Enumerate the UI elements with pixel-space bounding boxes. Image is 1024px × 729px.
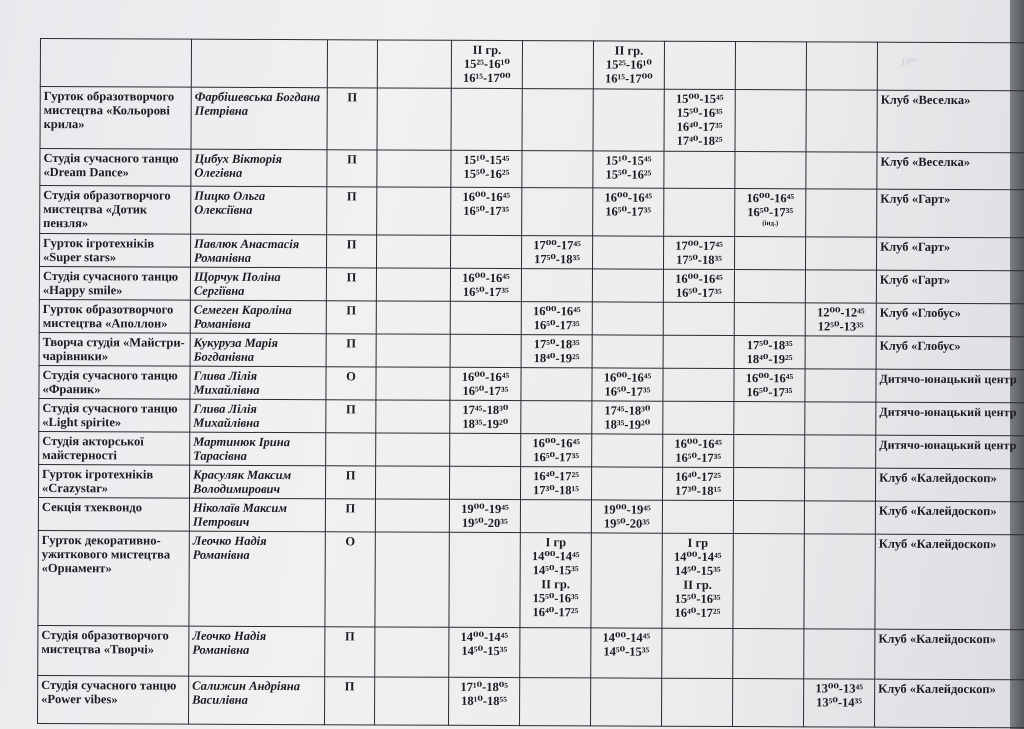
table-row: [39, 365, 1024, 402]
time-line: 17⁵⁰-18³⁵: [533, 337, 580, 352]
schedule-slot-cell: [449, 627, 520, 677]
time-line: 18³⁵-19²⁰: [604, 417, 651, 432]
time-line: II гр.: [614, 43, 644, 58]
schedule-slot-cell: [806, 90, 877, 152]
table-row: [39, 267, 1024, 304]
time-line: 16⁵⁰-17³⁵: [533, 450, 580, 465]
leader-cell: Красуляк Максим Володимирович: [189, 465, 325, 499]
table-row: [39, 431, 1024, 468]
schedule-slot-cell: [449, 499, 520, 532]
time-line: 16¹⁵-17⁰⁰: [604, 71, 653, 86]
schedule-slot-cell: [520, 628, 591, 678]
schedule-slot-cell: [377, 40, 451, 88]
table-row: [38, 530, 1024, 629]
schedule-slot-cell: [662, 678, 733, 726]
time-line: 15⁵⁰-16²⁵: [605, 167, 652, 182]
schedule-slot-cell: [805, 402, 876, 435]
schedule-slot-cell: [450, 268, 521, 301]
schedule-slot-cell: [521, 434, 592, 467]
schedule-slot-cell: [733, 679, 804, 727]
time-line: 16⁵⁰-17³⁵: [604, 384, 651, 399]
venue-cell: Клуб «Веселка»: [877, 90, 1024, 153]
schedule-slot-cell: [450, 400, 521, 433]
schedule-slot-cell: [664, 151, 735, 188]
schedule-slot-cell: [734, 402, 805, 435]
venue-cell: Клуб «Калейдоскоп»: [875, 468, 1024, 502]
schedule-slot-cell: [591, 500, 662, 533]
time-line: 17³⁰-18¹⁵: [675, 483, 721, 498]
schedule-slot-cell: [592, 302, 663, 335]
schedule-slot-cell: [376, 400, 450, 433]
time-line: 16⁰⁰-16⁴⁵: [603, 370, 652, 385]
time-line: 15⁵⁰-16³⁵: [676, 105, 723, 120]
time-line: 16⁴⁰-17²⁵: [532, 605, 579, 620]
time-line: 17⁵⁰-18³⁵: [746, 338, 793, 353]
schedule-slot-cell: [521, 335, 592, 368]
time-line: 16⁴⁰-17²⁵: [674, 605, 721, 620]
time-line: 17⁴⁵-18³⁰: [604, 403, 651, 418]
leader-cell: Леочко Надія Романівна: [189, 531, 325, 627]
schedule-slot-cell: [804, 629, 875, 679]
schedule-slot-cell: [804, 679, 875, 727]
group-name-cell: Гурток образотворчого мистецтва «Кольорові крила»: [40, 87, 191, 150]
table-row: [40, 87, 1024, 153]
leader-cell: Щорчук Поліна Сергіївна: [190, 267, 326, 301]
schedule-slot-cell: [522, 151, 593, 188]
group-name-cell: Творча студія «Майстри-чарівники»: [39, 332, 190, 366]
schedule-slot-cell: [734, 369, 805, 402]
group-name-cell: Студія образотворчого мистецтва «Творчі»: [38, 625, 189, 676]
schedule-slot-cell: [377, 187, 451, 235]
table-row: [39, 299, 1024, 336]
time-line: 12⁰⁰-12⁴⁵: [816, 305, 865, 320]
schedule-slot-cell: [521, 368, 592, 401]
schedule-slot-cell: [522, 188, 593, 236]
schedule-slot-cell: [805, 369, 876, 402]
group-name-cell: Студія акторської майстерності: [39, 431, 190, 465]
time-line: 16⁴⁰-17³⁵: [676, 119, 723, 134]
leader-cell: Цибух Вікторія Олегівна: [191, 149, 327, 187]
time-line: 12⁵⁰-13³⁵: [817, 319, 864, 334]
table-row: [40, 149, 1024, 190]
venue-cell: Клуб «Глобус»: [876, 336, 1024, 370]
schedule-slot-cell: [734, 336, 805, 369]
time-line: 16⁰⁰-16⁴⁵: [532, 436, 581, 451]
time-line: 16⁰⁰-16⁴⁵: [746, 191, 795, 206]
time-line: 16⁴⁰-17²⁵: [675, 469, 722, 484]
time-line: 16⁵⁰-17³⁵: [462, 383, 509, 399]
schedule-slot-cell: [450, 433, 521, 466]
time-line: 15⁵⁰-16³⁵: [532, 591, 579, 606]
time-line: 16⁵⁰-17³⁵: [675, 285, 722, 300]
table-row: [38, 625, 1024, 679]
schedule-slot-cell: [805, 270, 876, 303]
leader-cell: Павлюк Анастасія Романівна: [191, 234, 327, 268]
time-line: 19⁰⁰-19⁴⁵: [603, 502, 651, 517]
time-line: 17⁰⁰-17⁴⁵: [533, 238, 581, 253]
schedule-slot-cell: [521, 401, 592, 434]
group-name-cell: Студія сучасного танцю «Power vibes»: [38, 675, 189, 724]
schedule-slot-cell: [805, 435, 876, 468]
time-line: 16⁰⁰-16⁴⁵: [675, 271, 723, 286]
schedule-slot-cell: [521, 269, 592, 302]
group-name-cell: Студія сучасного танцю «Франик»: [39, 365, 190, 399]
time-line: І гр: [545, 535, 567, 550]
time-line: 19⁵⁰-20³⁵: [603, 516, 650, 531]
schedule-slot-cell: [663, 335, 734, 368]
schedule-slot-cell: [521, 236, 592, 269]
time-line: 18³⁵-19²⁰: [462, 416, 509, 432]
time-line: 14⁵⁰-15³⁵: [461, 643, 508, 659]
schedule-slot-cell: [377, 150, 451, 187]
schedule-slot-cell: [591, 628, 662, 678]
type-cell: [327, 40, 377, 88]
group-name-cell: Студія образотворчого мистецтва «Дотик пензля»: [40, 186, 191, 235]
group-name-cell: Гурток декоративно-ужиткового мистецтва «Орнамент»: [38, 530, 189, 626]
type-cell: О: [326, 367, 376, 400]
schedule-slot-cell: [735, 189, 806, 237]
schedule-slot-cell: [375, 532, 449, 627]
schedule-slot-cell: [734, 435, 805, 468]
schedule-slot-cell: [663, 236, 734, 269]
schedule-slot-cell: [804, 468, 875, 501]
leader-cell: Кукуруза Марія Богданівна: [190, 333, 326, 367]
venue-cell: Клуб «Гарт»: [877, 189, 1024, 238]
time-line: 16⁴⁰-17²⁵: [533, 469, 580, 484]
time-line: 14⁵⁰-15³⁵: [603, 644, 650, 659]
schedule-slot-cell: [662, 500, 733, 533]
time-line: 15¹⁰-15⁴⁵: [463, 152, 510, 168]
schedule-slot-cell: [662, 467, 733, 500]
leader-cell: Ніколаїв Максим Петрович: [189, 498, 325, 532]
leader-cell: Фарбішевська Богдана Петрівна: [191, 87, 327, 150]
time-line: 15⁰⁰-15⁴⁵: [675, 91, 724, 106]
schedule-slot-cell: [375, 627, 449, 677]
time-line: ІІ гр.: [541, 577, 570, 592]
schedule-slot-cell: [450, 334, 521, 367]
time-line: 15²⁵-16¹⁰: [463, 56, 510, 72]
venue-cell: Клуб «Веселка»: [877, 152, 1024, 190]
venue-cell: Дитячо-юнацький центр: [876, 402, 1024, 436]
schedule-slot-cell: [734, 237, 805, 270]
leader-cell: Леочко Надія Романівна: [189, 626, 325, 677]
schedule-slot-cell: [733, 501, 804, 534]
schedule-slot-cell: [592, 269, 663, 302]
venue-cell: [877, 42, 1024, 91]
time-line: 16⁵⁰-17³⁵: [463, 203, 510, 219]
type-cell: П: [327, 88, 377, 150]
time-line: 17⁵⁰-18³⁵: [676, 252, 723, 267]
schedule-slot-cell: [593, 41, 664, 89]
schedule-slot-cell: [520, 467, 591, 500]
table-row: [38, 464, 1024, 501]
schedule-slot-cell: [520, 678, 591, 726]
time-line: 16⁵⁰-17³⁵: [747, 205, 794, 220]
leader-cell: Глива Лілія Михайлівна: [190, 366, 326, 400]
type-cell: [326, 433, 376, 466]
schedule-slot-cell: [662, 628, 733, 678]
schedule-slot-cell: [664, 89, 735, 151]
group-name-cell: Гурток ігротехніків «Crazystar»: [38, 464, 189, 498]
time-line: ІІ гр.: [683, 577, 712, 592]
table-row: [38, 675, 1024, 727]
schedule-slot-cell: [804, 501, 875, 534]
schedule-slot-cell: [593, 151, 664, 188]
time-line: 16⁰⁰-16⁴⁵: [462, 270, 510, 286]
schedule-slot-cell: [804, 534, 875, 629]
venue-cell: Клуб «Калейдоскоп»: [875, 679, 1024, 728]
schedule-slot-cell: [451, 150, 522, 187]
type-cell: П: [326, 334, 376, 367]
schedule-slot-cell: [522, 89, 593, 151]
time-line: 14⁰⁰-14⁴⁵: [602, 630, 651, 645]
schedule-slot-cell: [451, 40, 522, 88]
schedule-slot-cell: [591, 533, 662, 628]
time-line: 16⁵⁰-17³⁵: [533, 318, 580, 333]
schedule-slot-cell: [375, 499, 449, 532]
schedule-slot-cell: [521, 302, 592, 335]
venue-cell: Клуб «Глобус»: [876, 303, 1024, 337]
type-cell: П: [327, 150, 377, 187]
time-line: 17⁵⁰-18³⁵: [534, 252, 581, 267]
schedule-slot-cell: [592, 236, 663, 269]
table-row: [40, 186, 1024, 238]
type-cell: П: [325, 627, 375, 677]
table-row: [39, 398, 1024, 435]
type-cell: О: [325, 532, 375, 627]
schedule-slot-cell: [591, 678, 662, 726]
time-line: 17⁰⁰-17⁴⁵: [675, 238, 723, 253]
schedule-slot-cell: [593, 188, 664, 236]
schedule-slot-cell: [377, 88, 451, 150]
time-line: 19⁵⁰-20³⁵: [461, 515, 508, 531]
time-line: 16⁰⁰-16⁴⁵: [461, 369, 510, 385]
schedule-slot-cell: [522, 41, 593, 89]
schedule-slot-cell: [451, 88, 522, 150]
time-line: 14⁰⁰-14⁴⁵: [673, 549, 722, 564]
time-line: 15¹⁰-15⁴⁵: [605, 153, 652, 168]
time-line: 16⁵⁰-17³⁵: [462, 284, 509, 300]
schedule-slot-cell: [663, 302, 734, 335]
schedule-slot-cell: [593, 89, 664, 151]
schedule-slot-cell: [734, 270, 805, 303]
schedule-slot-cell: [806, 42, 877, 90]
leader-cell: Семеген Кароліна Романівна: [190, 300, 326, 334]
table-row: [40, 234, 1024, 271]
group-name-cell: [40, 39, 191, 88]
schedule-slot-cell: [806, 189, 877, 237]
schedule-slot-cell: [592, 434, 663, 467]
table-row: [40, 39, 1024, 91]
time-line: 17⁴⁰-18²⁵: [676, 133, 723, 148]
time-line: І гр: [687, 535, 709, 550]
schedule-slot-cell: [591, 467, 662, 500]
time-line: 13⁵⁰-14³⁵: [816, 695, 863, 710]
pencil-note: 16⁰⁰: [900, 56, 918, 67]
schedule-slot-cell: [376, 433, 450, 466]
type-cell: П: [326, 400, 376, 433]
time-line: 15⁵⁰-16²⁵: [463, 166, 510, 182]
schedule-slot-cell: [733, 534, 804, 629]
schedule-slot-cell: [664, 188, 735, 236]
time-line: 16⁰⁰-16⁴⁵: [462, 189, 511, 205]
time-line: 13⁰⁰-13⁴⁵: [815, 681, 863, 696]
group-name-cell: Студія сучасного танцю «Happy smile»: [39, 267, 190, 301]
schedule-slot-cell: [592, 335, 663, 368]
table-row: [38, 497, 1024, 534]
time-line: 16⁰⁰-16⁴⁵: [532, 304, 581, 319]
type-cell: П: [327, 187, 377, 235]
venue-cell: Дитячо-юнацький центр: [876, 369, 1024, 403]
schedule-slot-cell: [735, 90, 806, 152]
time-line: 14⁰⁰-14⁴⁵: [531, 549, 580, 564]
time-line: 16⁵⁰-17³⁵: [675, 450, 722, 465]
group-name-cell: Секція тхеквондо: [38, 497, 189, 531]
schedule-slot-cell: [805, 336, 876, 369]
schedule-slot-cell: [376, 235, 450, 268]
schedule-slot-cell: [663, 368, 734, 401]
schedule-slot-cell: [449, 532, 520, 627]
venue-cell: Клуб «Гарт»: [876, 237, 1024, 271]
time-line: 17³⁰-18¹⁵: [533, 483, 579, 498]
schedule-slot-cell: [592, 401, 663, 434]
time-line: 14⁰⁰-14⁴⁵: [460, 629, 509, 645]
type-cell: П: [325, 466, 375, 499]
schedule-slot-cell: [450, 367, 521, 400]
group-name-cell: Гурток образотворчого мистецтва «Аполлон»: [39, 299, 190, 333]
schedule-slot-cell: [663, 434, 734, 467]
schedule-slot-cell: [735, 42, 806, 90]
schedule-slot-cell: [376, 334, 450, 367]
time-line: 16⁰⁰-16⁴⁵: [745, 371, 794, 386]
schedule-table: [37, 38, 1024, 728]
group-name-cell: Студія сучасного танцю «Dream Dance»: [40, 149, 191, 187]
time-line: 17⁴⁵-18³⁰: [462, 402, 509, 418]
leader-cell: Глива Лілія Михайлівна: [190, 399, 326, 433]
time-line: 17¹⁰-18⁰⁵: [460, 679, 508, 695]
schedule-slot-cell: [662, 533, 733, 628]
schedule-slot-cell: [805, 303, 876, 336]
schedule-slot-cell: [805, 237, 876, 270]
venue-cell: Клуб «Калейдоскоп»: [875, 629, 1024, 680]
group-name-cell: Гурток ігротехніків «Super stars»: [40, 234, 191, 268]
schedule-slot-cell: [376, 268, 450, 301]
leader-cell: Пицко Ольга Олексіївна: [191, 186, 327, 235]
schedule-slot-cell: [735, 152, 806, 189]
schedule-slot-cell: [733, 629, 804, 679]
time-line: 19⁰⁰-19⁴⁵: [461, 501, 509, 517]
schedule-slot-cell: [520, 533, 591, 628]
time-line: 15⁵⁰-16³⁵: [674, 591, 721, 606]
type-cell: П: [327, 235, 377, 268]
leader-cell: Салижин Андріяна Василівна: [189, 676, 325, 725]
schedule-slot-cell: [450, 301, 521, 334]
schedule-slot-cell: [592, 368, 663, 401]
type-cell: П: [325, 677, 375, 725]
leader-cell: Мартинюк Ірина Тарасівна: [190, 432, 326, 466]
schedule-slot-cell: [663, 401, 734, 434]
schedule-slot-cell: [376, 367, 450, 400]
schedule-slot-cell: [449, 677, 520, 725]
schedule-slot-cell: [520, 500, 591, 533]
time-line: 16⁵⁰-17³⁵: [605, 204, 652, 219]
type-cell: П: [325, 499, 375, 532]
schedule-slot-cell: [734, 303, 805, 336]
schedule-slot-cell: [451, 187, 522, 235]
schedule-slot-cell: [449, 466, 520, 499]
schedule-slot-cell: [375, 466, 449, 499]
table-row: [39, 332, 1024, 369]
schedule-slot-cell: [664, 41, 735, 89]
type-cell: П: [326, 268, 376, 301]
venue-cell: Дитячо-юнацький центр: [876, 435, 1024, 469]
type-cell: П: [326, 301, 376, 334]
time-line: 15²⁵-16¹⁰: [605, 57, 652, 72]
schedule-slot-cell: [663, 269, 734, 302]
group-name-cell: Студія сучасного танцю «Light spirite»: [39, 398, 190, 432]
individual-note: (інд.): [762, 219, 779, 228]
schedule-slot-cell: [806, 152, 877, 189]
time-line: II гр.: [472, 42, 502, 58]
time-line: 14⁵⁰-15³⁵: [532, 563, 579, 578]
schedule-slot-cell: [376, 301, 450, 334]
time-line: 18⁴⁰-19²⁵: [533, 351, 580, 366]
time-line: 16¹⁵-17⁰⁰: [462, 70, 511, 86]
time-line: 14⁵⁰-15³⁵: [674, 563, 721, 578]
time-line: 16⁰⁰-16⁴⁵: [674, 436, 723, 451]
schedule-slot-cell: [733, 468, 804, 501]
venue-cell: Клуб «Гарт»: [876, 270, 1024, 304]
time-line: 18⁴⁰-19²⁵: [746, 352, 793, 367]
time-line: 16⁵⁰-17³⁵: [746, 385, 793, 400]
venue-cell: Клуб «Калейдоскоп»: [875, 534, 1024, 630]
schedule-slot-cell: [375, 677, 449, 725]
venue-cell: Клуб «Калейдоскоп»: [875, 501, 1024, 535]
time-line: 16⁰⁰-16⁴⁵: [604, 190, 653, 205]
time-line: 18¹⁰-18⁵⁵: [461, 693, 508, 709]
schedule-slot-cell: [450, 235, 521, 268]
leader-cell: [191, 39, 327, 88]
